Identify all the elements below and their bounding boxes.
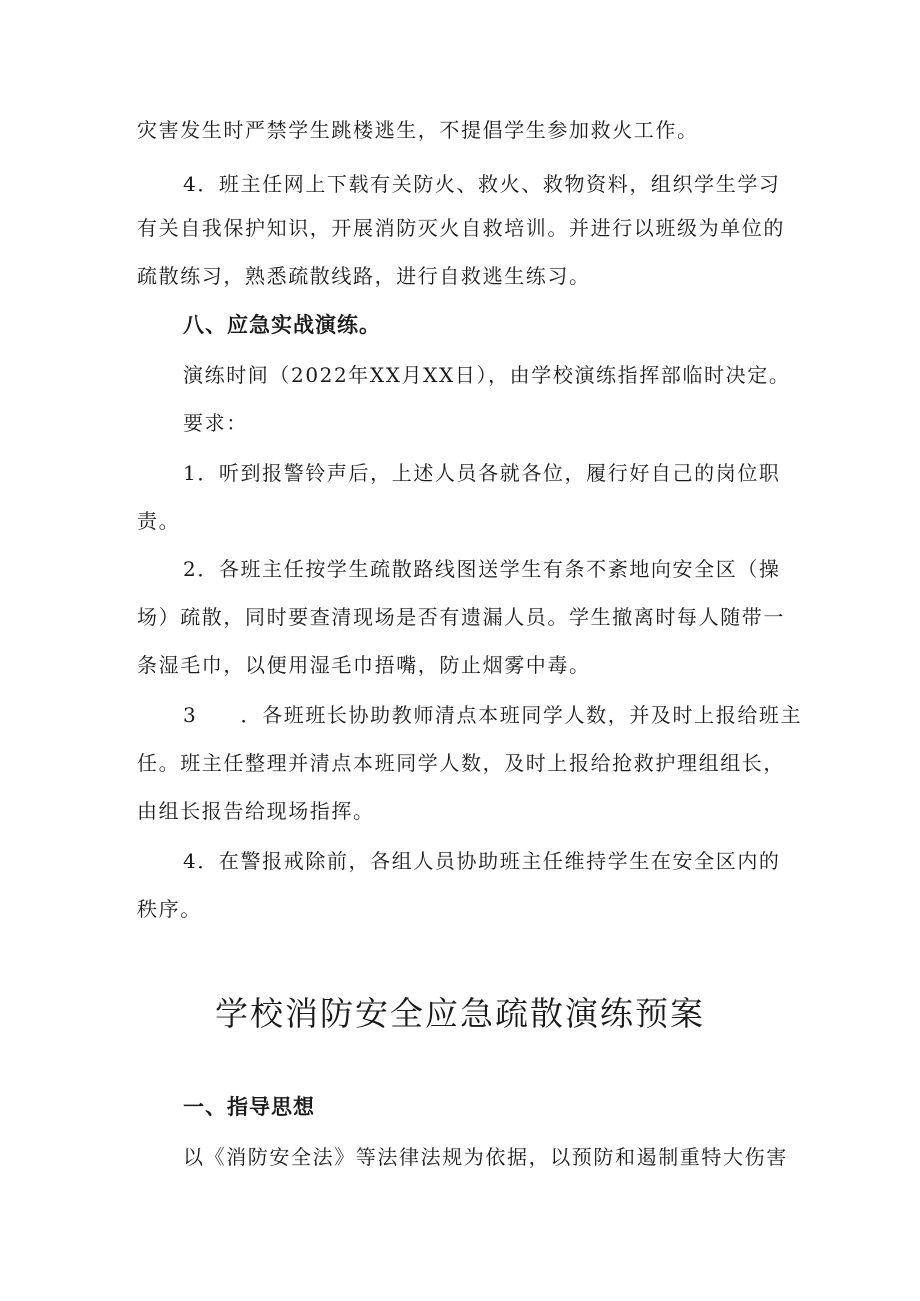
paragraph-line: 责。: [137, 509, 181, 533]
paragraph-line: 疏散练习，熟悉疏散线路，进行自救逃生练习。: [137, 264, 591, 288]
paragraph-line: 3 ．各班班长协助教师清点本班同学人数，并及时上报给班主: [183, 703, 803, 727]
paragraph-line: 要求：: [183, 411, 248, 435]
paragraph-line: 2．各班主任按学生疏散路线图送学生有条不紊地向安全区（操: [183, 557, 781, 581]
paragraph-line: 条湿毛巾，以便用湿毛巾捂嘴，防止烟雾中毒。: [137, 653, 591, 677]
paragraph-line: 4．在警报戒除前，各组人员协助班主任维持学生在安全区内的: [183, 849, 781, 873]
paragraph-line: 1．听到报警铃声后，上述人员各就各位，履行好自己的岗位职: [183, 461, 781, 485]
paragraph-line: 秩序。: [137, 897, 202, 921]
paragraph-line: 以《消防安全法》等法律法规为依据，以预防和遏制重特大伤害: [183, 1145, 788, 1169]
paragraph-line: 4．班主任网上下载有关防火、救火、救物资料，组织学生学习: [183, 172, 781, 196]
paragraph-line: 由组长报告给现场指挥。: [137, 799, 375, 823]
paragraph-line: 场）疏散，同时要查清现场是否有遗漏人员。学生撤离时每人随带一: [137, 605, 785, 629]
paragraph-line: 有关自我保护知识，开展消防灭火自救培训。并进行以班级为单位的: [137, 216, 785, 240]
paragraph-line: 灾害发生时严禁学生跳楼逃生，不提倡学生参加救火工作。: [137, 118, 699, 142]
section-heading: 一、指导思想: [183, 1095, 315, 1119]
document-title: 学校消防安全应急疏散演练预案: [215, 994, 705, 1033]
section-heading: 八、应急实战演练。: [183, 313, 381, 337]
paragraph-line: 任。班主任整理并清点本班同学人数，及时上报给抢救护理组组长，: [137, 751, 785, 775]
paragraph-line: 演练时间（2022年XX月XX日），由学校演练指挥部临时决定。: [183, 363, 791, 387]
